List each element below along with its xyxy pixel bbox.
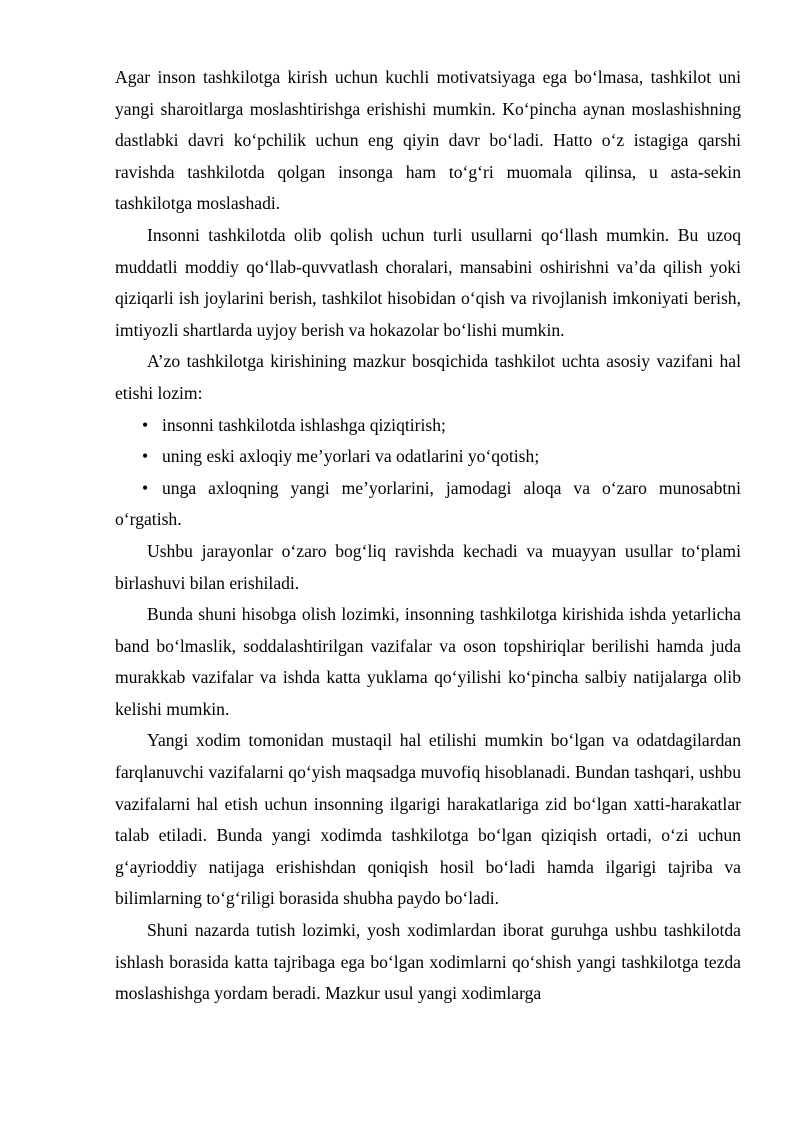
paragraph: Shuni nazarda tutish lozimki, yosh xodimlardan iborat guruhga ushbu tashkilotda ishlash borasida katta tajribaga ega bo‘lgan xodimlarni qo‘shish yangi tashkilotga tezda moslashishga yordam beradi. Mazkur usul yangi xodimlarga (115, 920, 741, 1004)
paragraph: Agar inson tashkilotga kirish uchun kuchli motivatsiyaga ega bo‘lmasa, tashkilot uni yangi sharoitlarga moslashtirishga erishishi mumkin. Ko‘pincha aynan moslashishning dastlabki davri ko‘pchilik uchun eng qiyin davr bo‘ladi. Hatto o‘z istagiga qarshi ravishda tashkilotda qolgan insonga ham to‘g‘ri muomala qilinsa, u asta-sekin tashkilotga moslashadi. (115, 67, 741, 214)
bullet-item (115, 441, 741, 473)
paragraph: Insonni tashkilotda olib qolish uchun turli usullarni qo‘llash mumkin. Bu uzoq muddatli moddiy qo‘llab-quvvatlash choralari, mansabini oshirishni va’da qilish yoki qiziqarli ish joylarini berish, tashkilot hisobidan o‘qish va rivojlanish imkoniyati berish, imtiyozli shartlarda uyjoy berish va hokazolar bo‘lishi mumkin. (115, 224, 741, 340)
bullet-text: insonni tashkilotda ishlashga qiziqtirish; (162, 414, 446, 435)
paragraph: A’zo tashkilotga kirishining mazkur bosqichida tashkilot uchta asosiy vazifani hal etishi lozim: (115, 351, 741, 403)
bullet-marker: • (142, 414, 149, 435)
paragraph: Ushbu jarayonlar o‘zaro bog‘liq ravishda kechadi va muayyan usullar to‘plami birlashuvi bilan erishiladi. (115, 540, 741, 593)
bullet-item (115, 473, 741, 536)
bullet-text: unga axloqning yangi me’yorlarini, jamodagi aloqa va o‘zaro munosabtni o‘rgatish. (115, 477, 741, 530)
bullet-marker: • (142, 477, 149, 498)
bullet-item (115, 410, 741, 442)
document-page (115, 62, 741, 1010)
bullet-text: uning eski axloqiy me’yorlari va odatlarini yo‘qotish; (162, 446, 540, 467)
paragraph: Bunda shuni hisobga olish lozimki, insonning tashkilotga kirishida ishda yetarlicha band bo‘lmaslik, soddalashtirilgan vazifalar va oson topshiriqlar berilishi hamda juda murakkab vazifalar va ishda katta yuklama qo‘yilishi ko‘pincha salbiy natijalarga olib kelishi mumkin. (115, 604, 741, 719)
paragraph: Yangi xodim tomonidan mustaqil hal etilishi mumkin bo‘lgan va odatdagilardan farqlanuvchi vazifalarni qo‘yish maqsadga muvofiq hisoblanadi. Bundan tashqari, ushbu vazifalarni hal etish uchun insonning ilgarigi harakatlariga zid bo‘lgan xatti-harakatlar talab etiladi. Bunda yangi xodimda tashkilotga bo‘lgan qiziqish ortadi, o‘zi uchun g‘ayrioddiy natijaga erishishdan qoniqish hosil bo‘ladi hamda ilgarigi tajriba va bilimlarning to‘g‘riligi borasida shubha paydo bo‘ladi. (115, 730, 741, 909)
bullet-marker: • (142, 446, 149, 467)
